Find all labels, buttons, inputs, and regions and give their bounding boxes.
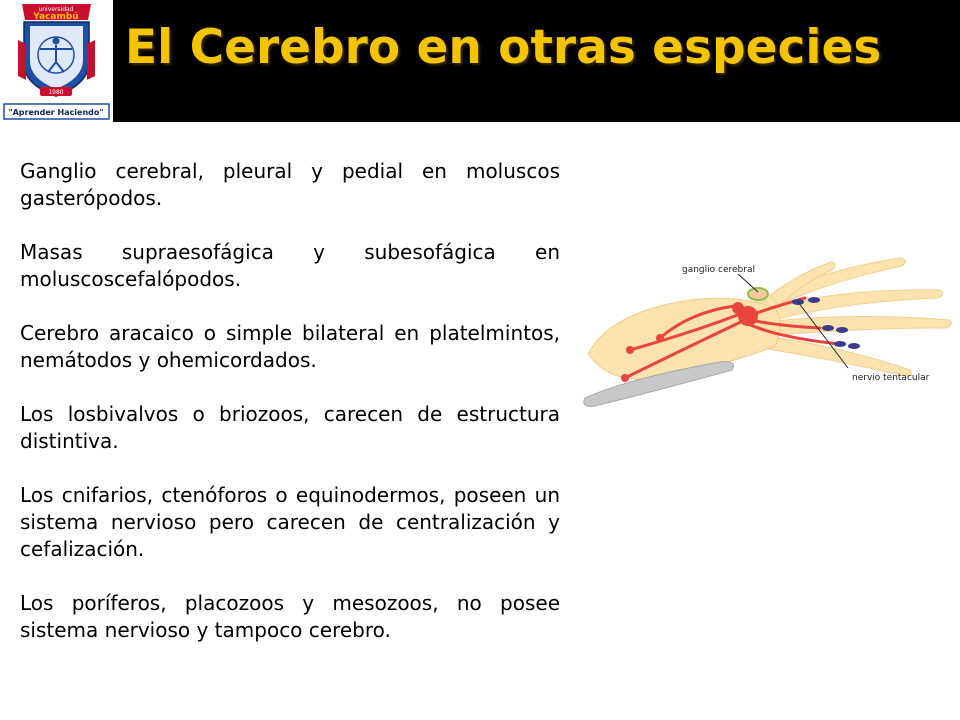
- paragraph-1: Ganglio cerebral, pleural y pedial en moluscos gasterópodos.: [20, 159, 560, 210]
- cerebral-ganglion: [748, 288, 768, 300]
- university-crest-icon: [0, 0, 113, 122]
- cephalopod-nervous-system-diagram: [570, 250, 955, 415]
- paragraph-6: Los poríferos, placozoos y mesozoos, no posee sistema nervioso y tampoco cerebro.: [20, 591, 560, 642]
- page-title: El Cerebro en otras especies: [125, 20, 882, 75]
- label-nervio-tentacular: nervio tentacular: [852, 373, 930, 383]
- logo-year: 1980: [48, 89, 64, 96]
- logo-top-text: universidad: [38, 6, 74, 13]
- paragraph-5: Los cnifarios, ctenóforos o equinodermos, poseen un sistema nervioso pero carecen de centralización y cefalización.: [20, 483, 560, 561]
- university-logo: [0, 0, 113, 122]
- paragraph-2: Masas supraesofágica y subesofágica en moluscoscefalópodos.: [20, 240, 560, 291]
- logo-name: Yacambú: [33, 12, 79, 22]
- label-ganglio-cerebral: ganglio cerebral: [682, 265, 755, 275]
- paragraph-4: Los losbivalvos o briozoos, carecen de estructura distintiva.: [20, 402, 560, 453]
- content-body: [20, 158, 560, 644]
- paragraph-3: Cerebro aracaico o simple bilateral en platelmintos, nemátodos y ohemicordados.: [20, 321, 560, 372]
- logo-motto: "Aprender Haciendo": [8, 108, 104, 117]
- slide-header: [0, 0, 960, 122]
- tentacles: [755, 258, 951, 376]
